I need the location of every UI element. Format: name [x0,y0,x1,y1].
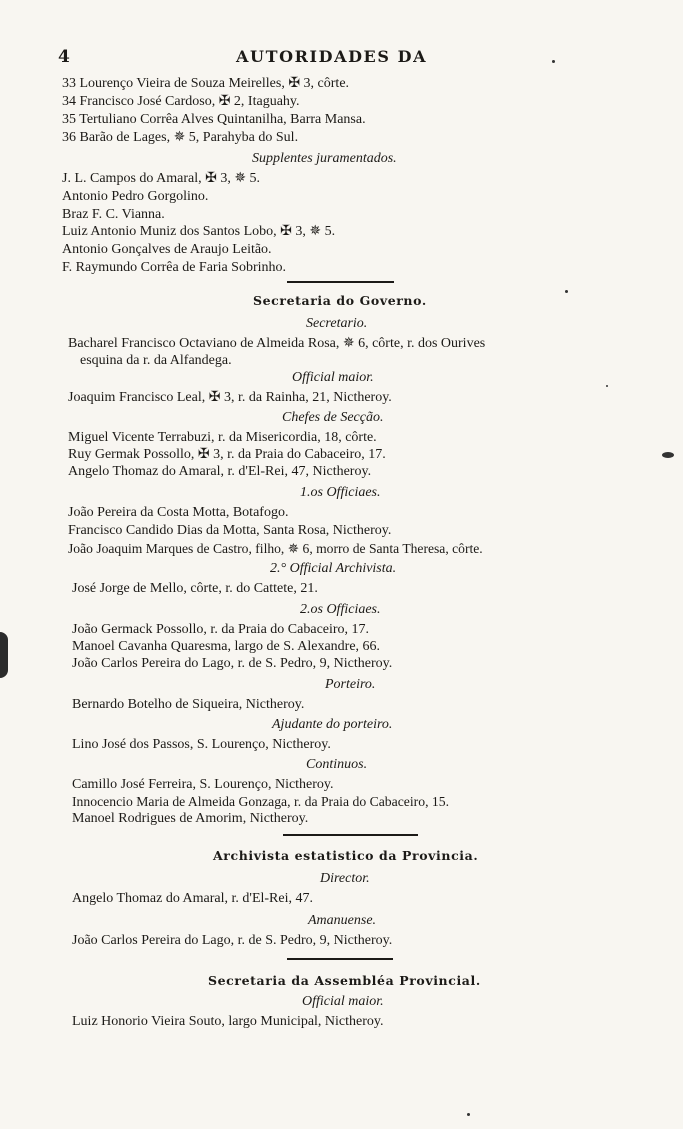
segundos-officiaes-label: 2.os Officiaes. [300,602,381,617]
entry-34: 34 Francisco José Cardoso, ✠ 2, Itaguahy. [62,94,300,109]
binding-shadow [0,632,8,678]
assemblea-official-maior-label: Official maior. [302,994,384,1009]
primeiro-official-entry: João Joaquim Marques de Castro, filho, ✵ 6, morro de Santa Theresa, côrte. [68,541,483,556]
secretario-label: Secretario. [306,316,368,331]
section-title-archivista-estatistico: Archivista estatistico da Provincia. [213,848,479,863]
official-archivista-label: 2.° Official Archivista. [270,561,397,576]
official-maior-entry: Joaquim Francisco Leal, ✠ 3, r. da Rainha, 21, Nictheroy. [68,390,392,405]
chefe-entry: Miguel Vicente Terrabuzi, r. da Misericordia, 18, côrte. [68,430,377,445]
ink-speck [565,290,568,293]
ink-speck [552,60,555,63]
segundo-official-entry: João Carlos Pereira do Lago, r. de S. Pedro, 9, Nictheroy. [72,656,393,671]
porteiro-entry: Bernardo Botelho de Siqueira, Nictheroy. [72,697,305,712]
segundo-official-entry: João Germack Possollo, r. da Praia do Cabaceiro, 17. [72,622,370,637]
primeiro-official-entry: Francisco Candido Dias da Motta, Santa Rosa, Nictheroy. [68,523,392,538]
primeiro-official-entry: João Pereira da Costa Motta, Botafogo. [68,505,289,520]
porteiro-label: Porteiro. [325,677,376,692]
section-divider [287,958,393,960]
chefe-entry: Ruy Germak Possollo, ✠ 3, r. da Praia do Cabaceiro, 17. [68,447,386,462]
director-label: Director. [320,871,370,886]
amanuense-label: Amanuense. [308,913,377,928]
supplente-entry: Luiz Antonio Muniz dos Santos Lobo, ✠ 3, ✵ 5. [62,224,336,239]
ink-speck [467,1113,470,1116]
section-title-secretaria-governo: Secretaria do Governo. [253,293,427,308]
director-entry: Angelo Thomaz do Amaral, r. d'El-Rei, 47. [72,891,313,906]
supplente-entry: Antonio Pedro Gorgolino. [62,189,209,204]
chefes-label: Chefes de Secção. [282,410,384,425]
primeiros-officiaes-label: 1.os Officiaes. [300,485,381,500]
entry-36: 36 Barão de Lages, ✵ 5, Parahyba do Sul. [62,130,299,145]
section-title-secretaria-assemblea: Secretaria da Assembléa Provincial. [208,973,481,988]
supplente-entry: J. L. Campos do Amaral, ✠ 3, ✵ 5. [62,171,261,186]
ajudante-porteiro-label: Ajudante do porteiro. [272,717,393,732]
secretario-entry-line2: esquina da r. da Alfandega. [80,353,232,368]
chefe-entry: Angelo Thomaz do Amaral, r. d'El-Rei, 47, Nictheroy. [68,464,372,479]
ink-speck [606,385,608,387]
running-head: AUTORIDADES DA [236,47,428,66]
continuo-entry: Manoel Rodrigues de Amorim, Nictheroy. [72,811,309,826]
segundo-official-entry: Manoel Cavanha Quaresma, largo de S. Alexandre, 66. [72,639,381,654]
supplentes-heading: Supplentes juramentados. [252,151,397,166]
amanuense-entry: João Carlos Pereira do Lago, r. de S. Pedro, 9, Nictheroy. [72,933,393,948]
official-maior-label: Official maior. [292,370,374,385]
official-archivista-entry: José Jorge de Mello, côrte, r. do Cattete, 21. [72,581,318,596]
ajudante-porteiro-entry: Lino José dos Passos, S. Lourenço, Nictheroy. [72,737,331,752]
secretario-entry-line1: Bacharel Francisco Octaviano de Almeida Rosa, ✵ 6, côrte, r. dos Ourives [68,336,486,351]
section-divider [283,834,418,836]
ink-speck [662,452,674,458]
supplente-entry: Antonio Gonçalves de Araujo Leitão. [62,242,272,257]
supplente-entry: F. Raymundo Corrêa de Faria Sobrinho. [62,260,287,275]
supplente-entry: Braz F. C. Vianna. [62,207,165,222]
continuo-entry: Innocencio Maria de Almeida Gonzaga, r. da Praia do Cabaceiro, 15. [72,794,450,809]
continuos-label: Continuos. [306,757,368,772]
section-divider [287,281,394,283]
continuo-entry: Camillo José Ferreira, S. Lourenço, Nictheroy. [72,777,334,792]
entry-35: 35 Tertuliano Corrêa Alves Quintanilha, Barra Mansa. [62,112,366,127]
entry-33: 33 Lourenço Vieira de Souza Meirelles, ✠ 3, côrte. [62,76,350,91]
assemblea-official-maior-entry: Luiz Honorio Vieira Souto, largo Municipal, Nictheroy. [72,1014,384,1029]
page-number: 4 [58,47,70,67]
